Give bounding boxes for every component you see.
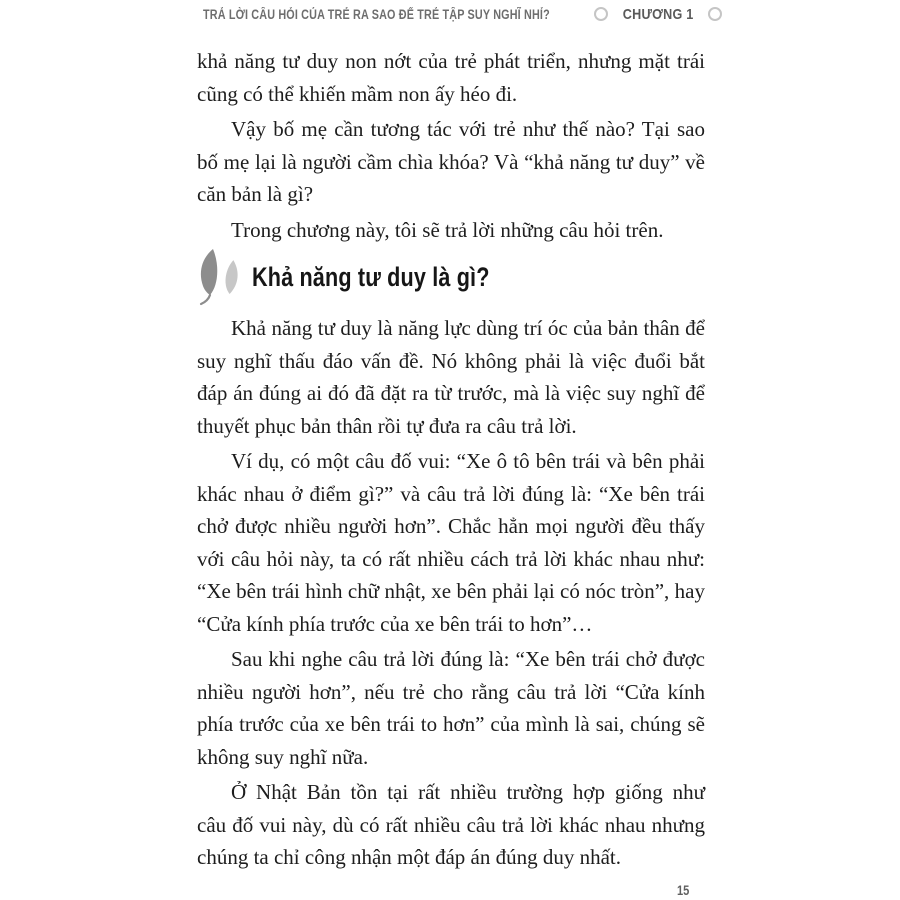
text-line: “Cửa kính phía trước của xe bên trái to hơn”… [197,611,593,636]
text-line: cũng có thể khiến mầm non ấy héo đi. [197,81,518,106]
text-line: thuyết phục bản thân rồi tự đưa ra câu trả lời. [197,413,577,438]
circle-icon [708,7,722,21]
body-text-column [197,45,705,874]
paragraph [197,445,705,640]
page-number: 15 [677,883,690,898]
text-line: không suy nghĩ nữa. [197,744,369,769]
text-line: Khả năng tư duy là năng lực dùng trí óc của bản thân để [231,316,705,340]
text-line: đáp án đúng ai đó đã đặt ra từ trước, mà là việc suy nghĩ để [197,381,705,405]
text-line: khác nhau ở điểm gì?” và câu trả lời đúng là: “Xe bên trái [197,481,705,506]
section-title: Khả năng tư duy là gì? [252,261,490,292]
chapter-label: CHƯƠNG 1 [622,5,694,23]
text-line: câu đố vui này, dù có rất nhiều câu trả lời khác nhau nhưng [197,812,705,837]
leaf-icon [198,248,242,306]
text-line: Trong chương này, tôi sẽ trả lời những câu hỏi trên. [231,217,664,242]
running-title: TRẢ LỜI CÂU HỎI CỦA TRẺ RA SAO ĐỂ TRẺ TẬP SUY NGHĨ NHỈ? [203,7,550,22]
text-line: căn bản là gì? [197,182,314,206]
text-line: Ví dụ, có một câu đố vui: “Xe ô tô bên trái và bên phải [231,449,705,473]
text-line: phía trước của xe bên trái to hơn” của mình là sai, chúng sẽ [197,712,705,736]
text-line: chở được nhiều người hơn”. Chắc hẳn mọi người đều thấy [197,514,705,538]
paragraph [197,45,705,110]
text-line: Ở Nhật Bản tồn tại rất nhiều trường hợp giống như [231,780,705,804]
paragraph [197,312,705,442]
text-line: suy nghĩ thấu đáo vấn đề. Nó không phải là việc đuổi bắt [197,348,705,373]
chapter-badge [594,4,722,24]
text-line: Vậy bố mẹ cần tương tác với trẻ như thế nào? Tại sao [231,117,705,141]
text-line: nhiều người hơn”, nếu trẻ cho rằng câu trả lời “Cửa kính [197,679,705,704]
paragraph [197,214,705,247]
paragraph [197,113,705,211]
text-line: chúng ta chỉ công nhận một đáp án đúng duy nhất. [197,845,621,869]
text-line: với câu hỏi này, ta có rất nhiều cách trả lời khác nhau như: [197,546,705,571]
paragraph [197,643,705,773]
text-line: bố mẹ lại là người cầm chìa khóa? Và “khả năng tư duy” về [197,149,705,174]
circle-icon [594,7,608,21]
text-line: Sau khi nghe câu trả lời đúng là: “Xe bên trái chở được [231,647,705,671]
section-heading [197,246,705,308]
paragraph [197,776,705,874]
text-line: “Xe bên trái hình chữ nhật, xe bên phải lại có nóc tròn”, hay [197,579,705,603]
text-line: khả năng tư duy non nớt của trẻ phát triển, nhưng mặt trái [197,49,705,73]
